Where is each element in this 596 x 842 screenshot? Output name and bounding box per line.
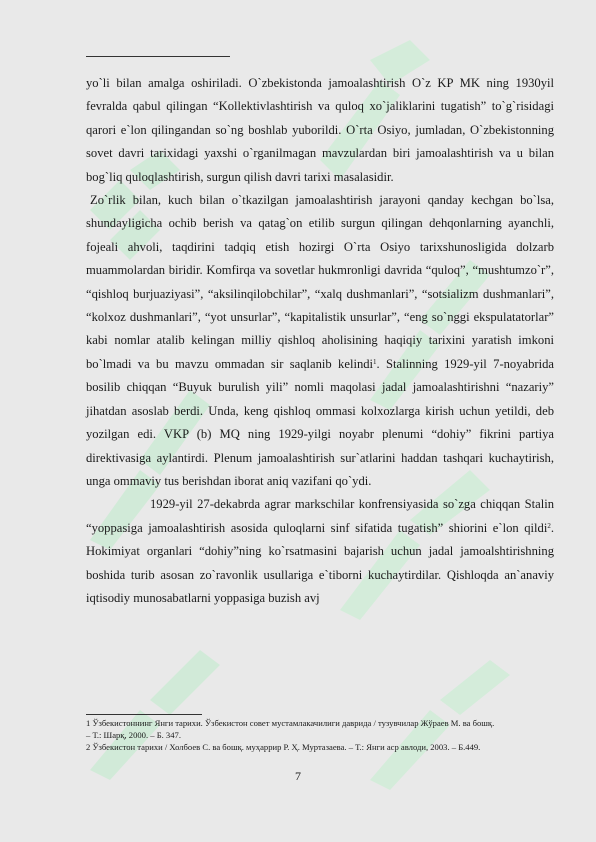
paragraph	[86, 493, 554, 610]
header-rule	[86, 56, 230, 57]
footnote: 1 Ўзбекистоннинг Янги тарихи. Ўзбекистон совет мустамлакачилиги даврида / тузувчилар Жўраев М. ва бошқ.	[86, 718, 495, 728]
paragraph	[86, 189, 554, 493]
paragraph: yo`li bilan amalga oshiriladi. O`zbekistonda jamoalashtirish O`z KP MK ning 1930yil fevralda qabul qilingan “Kollektivlashtirish va quloq xo`jaliklarini tugatish” to`g`risidagi qarori e`lon qilingandan so`ng boshlab yuborildi. O`rta Osiyo, jumladan, O`zbekistonning sovet davri tarixidagi yaxshi o`rganilmagan mavzulardan biri jamoalashtirish va u bilan bog`liq quloqlashtirish, surgun qilish davri tarixi masalasidir.	[86, 76, 554, 184]
footnote-rule	[86, 714, 202, 715]
body-text	[86, 72, 554, 610]
paragraph-text: . Hokimiyat organlari “dohiy”ning ko`rsatmasini bajarish uchun jadal jamoalshtirishning boshida turib asosan zo`ravonlik usullariga e`tiborni kuchaytirdilar. Qishloqda an`anaviy iqtisodiy munosabatlarni yoppasiga buzish avj	[86, 520, 554, 605]
footnote-ref: 2	[547, 521, 551, 530]
paragraph-text: Zo`rlik bilan, kuch bilan o`tkazilgan jamoalashtirish jarayoni qanday kechgan bo`lsa, shundayligicha ochib berish va qatag`on etilib surgun qilingan dehqonlarning ayanchli, fojeali ahvoli, taqdirini tadqiq etish hozirgi O`rta Osiyo tarixshunosligida dolzarb muammolardan biridir. Komfirqa va sovetlar hukmronligi davrida “quloq”, “mushtumzo`r”, “qishloq burjuaziyasi”, “aksilinqilobchilar”, “xalq dushmanlari”, “sotsializm dushmanlari”, “kolxoz dushmanlari”, “yot unsurlar”, “kapitalistik unsurlar”, “eng so`nggi ekspulatatorlar” kabi nomlar atalib kelingan milliy qishloq aholisining haqiqiy tarixini yaratish imkoni bo`lmadi va bu mavzu ommadan sir saqlanib kelindi	[86, 193, 554, 371]
footnote: – Т.: Шарқ, 2000. – Б. 347.	[86, 730, 181, 740]
footnote-ref: 1	[373, 357, 377, 366]
footnote: 2 Ўзбекистон тарихи / Холбоев С. ва бошқ. муҳаррир Р. Ҳ. Муртазаева. – Т.: Янги аср авлоди, 2003. – Б.449.	[86, 742, 481, 752]
watermark-logo	[90, 650, 230, 780]
footnotes	[86, 717, 554, 753]
paragraph-text: 1929-yil 27-dekabrda agrar markschilar konfrensiyasida so`zga chiqqan Stalin “yoppasiga jamoalashtirish asosida quloqlarni sinf sifatida tugatish” shiorini e`lon qildi	[86, 497, 554, 535]
page-number: 7	[295, 769, 301, 783]
paragraph-text: . Stalinning 1929-yil 7-noyabrida bosilib chiqqan “Buyuk burulish yili” nomli maqolasi jadal jamoalashtirishni “nazariy” jihatdan asoslab berdi. Unda, keng qishloq ommasi kolxozlarga kirish uchun yetildi, deb yozilgan edi. VKP (b) MQ ning 1929-yilgi noyabr plenumi “dohiy” fikrini partiya direktivasiga aylantirdi. Plenum jamoalashtirish sur`atlarini haddan tashqari kuchaytirish, unga ommaviy tus berishdan iborat aniq vazifani qo`ydi.	[86, 356, 554, 488]
